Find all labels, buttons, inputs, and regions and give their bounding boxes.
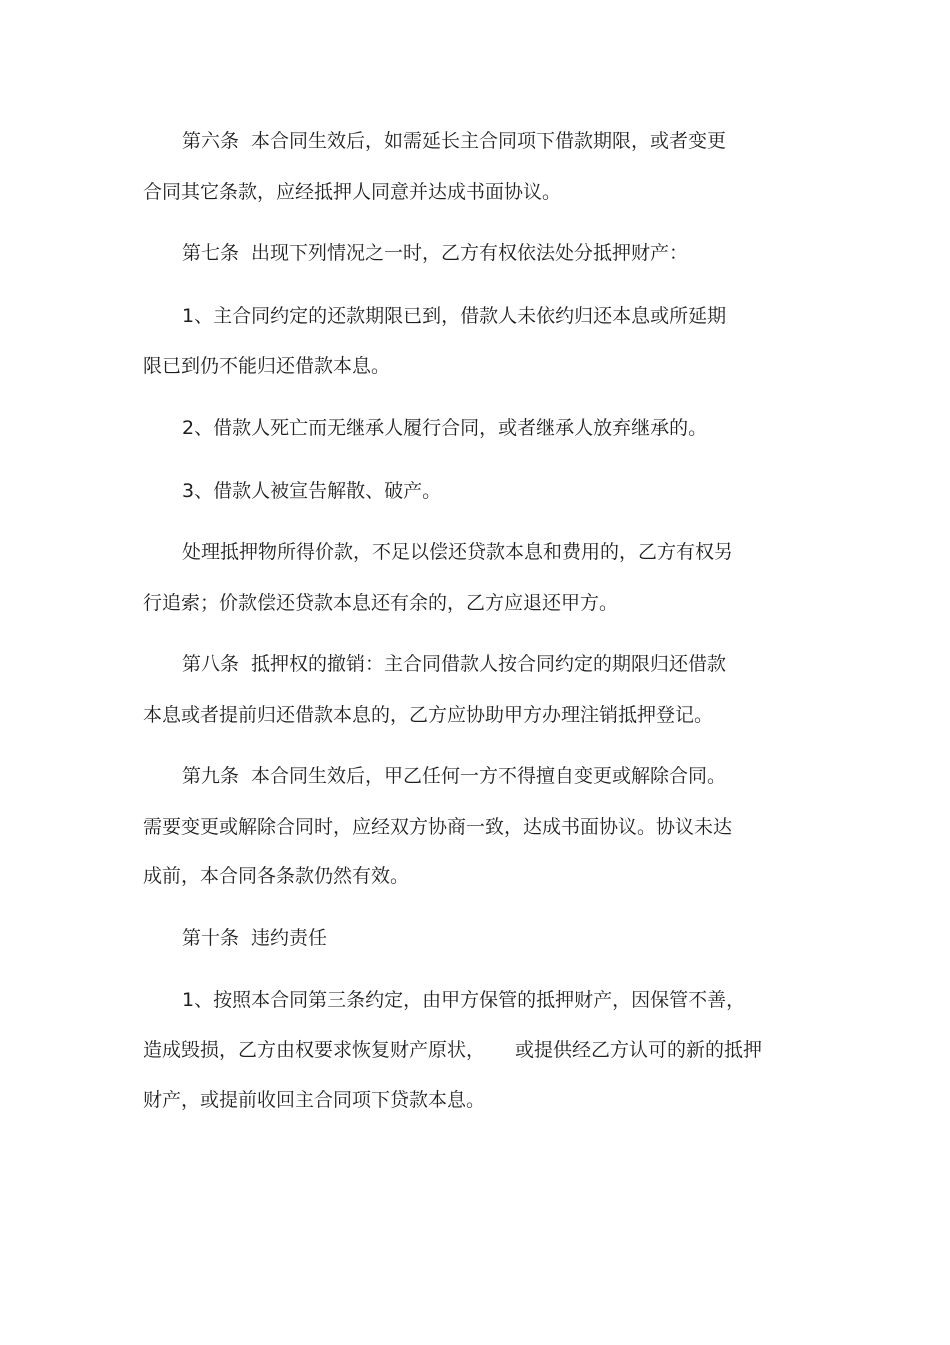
article-10-line-1 bbox=[182, 925, 327, 951]
article-7-text: 出现下列情况之一时，乙方有权依法处分抵押财产： bbox=[251, 242, 689, 264]
article-9-line-3: 成前，本合同各条款仍然有效。 bbox=[143, 865, 410, 887]
article-7-item-2: 2、借款人死亡而无继承人履行合同，或者继承人放弃继承的。 bbox=[182, 417, 708, 439]
article-7-item-3: 3、借款人被宣告解散、破产。 bbox=[182, 480, 442, 502]
article-8-text: 抵押权的撤销：主合同借款人按合同约定的期限归还借款 bbox=[251, 653, 727, 675]
article-10-item-1-line-2-b: 或提供经乙方认可的新的抵押 bbox=[515, 1039, 763, 1061]
article-9-line-2: 需要变更或解除合同时，应经双方协商一致，达成书面协议。协议未达 bbox=[143, 816, 733, 838]
article-7-line-1 bbox=[182, 240, 688, 266]
article-6-line-1 bbox=[182, 128, 726, 154]
article-7-heading: 第七条 bbox=[182, 242, 240, 264]
article-7-item-1-line-2: 限已到仍不能归还借款本息。 bbox=[143, 355, 391, 377]
article-6-text: 本合同生效后，如需延长主合同项下借款期限，或者变更 bbox=[251, 130, 727, 152]
article-10-text: 违约责任 bbox=[251, 927, 328, 949]
disposal-paragraph-line-1: 处理抵押物所得价款，不足以偿还贷款本息和费用的，乙方有权另 bbox=[182, 541, 734, 563]
article-6-line-2: 合同其它条款，应经抵押人同意并达成书面协议。 bbox=[143, 181, 562, 203]
article-9-heading: 第九条 bbox=[182, 765, 240, 787]
article-8-line-2: 本息或者提前归还借款本息的，乙方应协助甲方办理注销抵押登记。 bbox=[143, 704, 714, 726]
article-10-item-1-line-3: 财产，或提前收回主合同项下贷款本息。 bbox=[143, 1089, 486, 1111]
article-10-item-1-line-2 bbox=[143, 1037, 762, 1063]
article-6-heading: 第六条 bbox=[182, 130, 240, 152]
article-10-item-1-line-1: 1、按照本合同第三条约定，由甲方保管的抵押财产，因保管不善， bbox=[182, 989, 746, 1011]
article-7-item-1-line-1: 1、主合同约定的还款期限已到，借款人未依约归还本息或所延期 bbox=[182, 305, 727, 327]
disposal-paragraph-line-2: 行追索；价款偿还贷款本息还有余的，乙方应退还甲方。 bbox=[143, 592, 619, 614]
article-9-line-1 bbox=[182, 763, 726, 789]
article-8-line-1 bbox=[182, 651, 726, 677]
article-9-text: 本合同生效后，甲乙任何一方不得擅自变更或解除合同。 bbox=[251, 765, 727, 787]
article-10-heading: 第十条 bbox=[182, 927, 240, 949]
article-8-heading: 第八条 bbox=[182, 653, 240, 675]
article-10-item-1-line-2-a: 造成毁损，乙方由权要求恢复财产原状， bbox=[143, 1039, 486, 1061]
